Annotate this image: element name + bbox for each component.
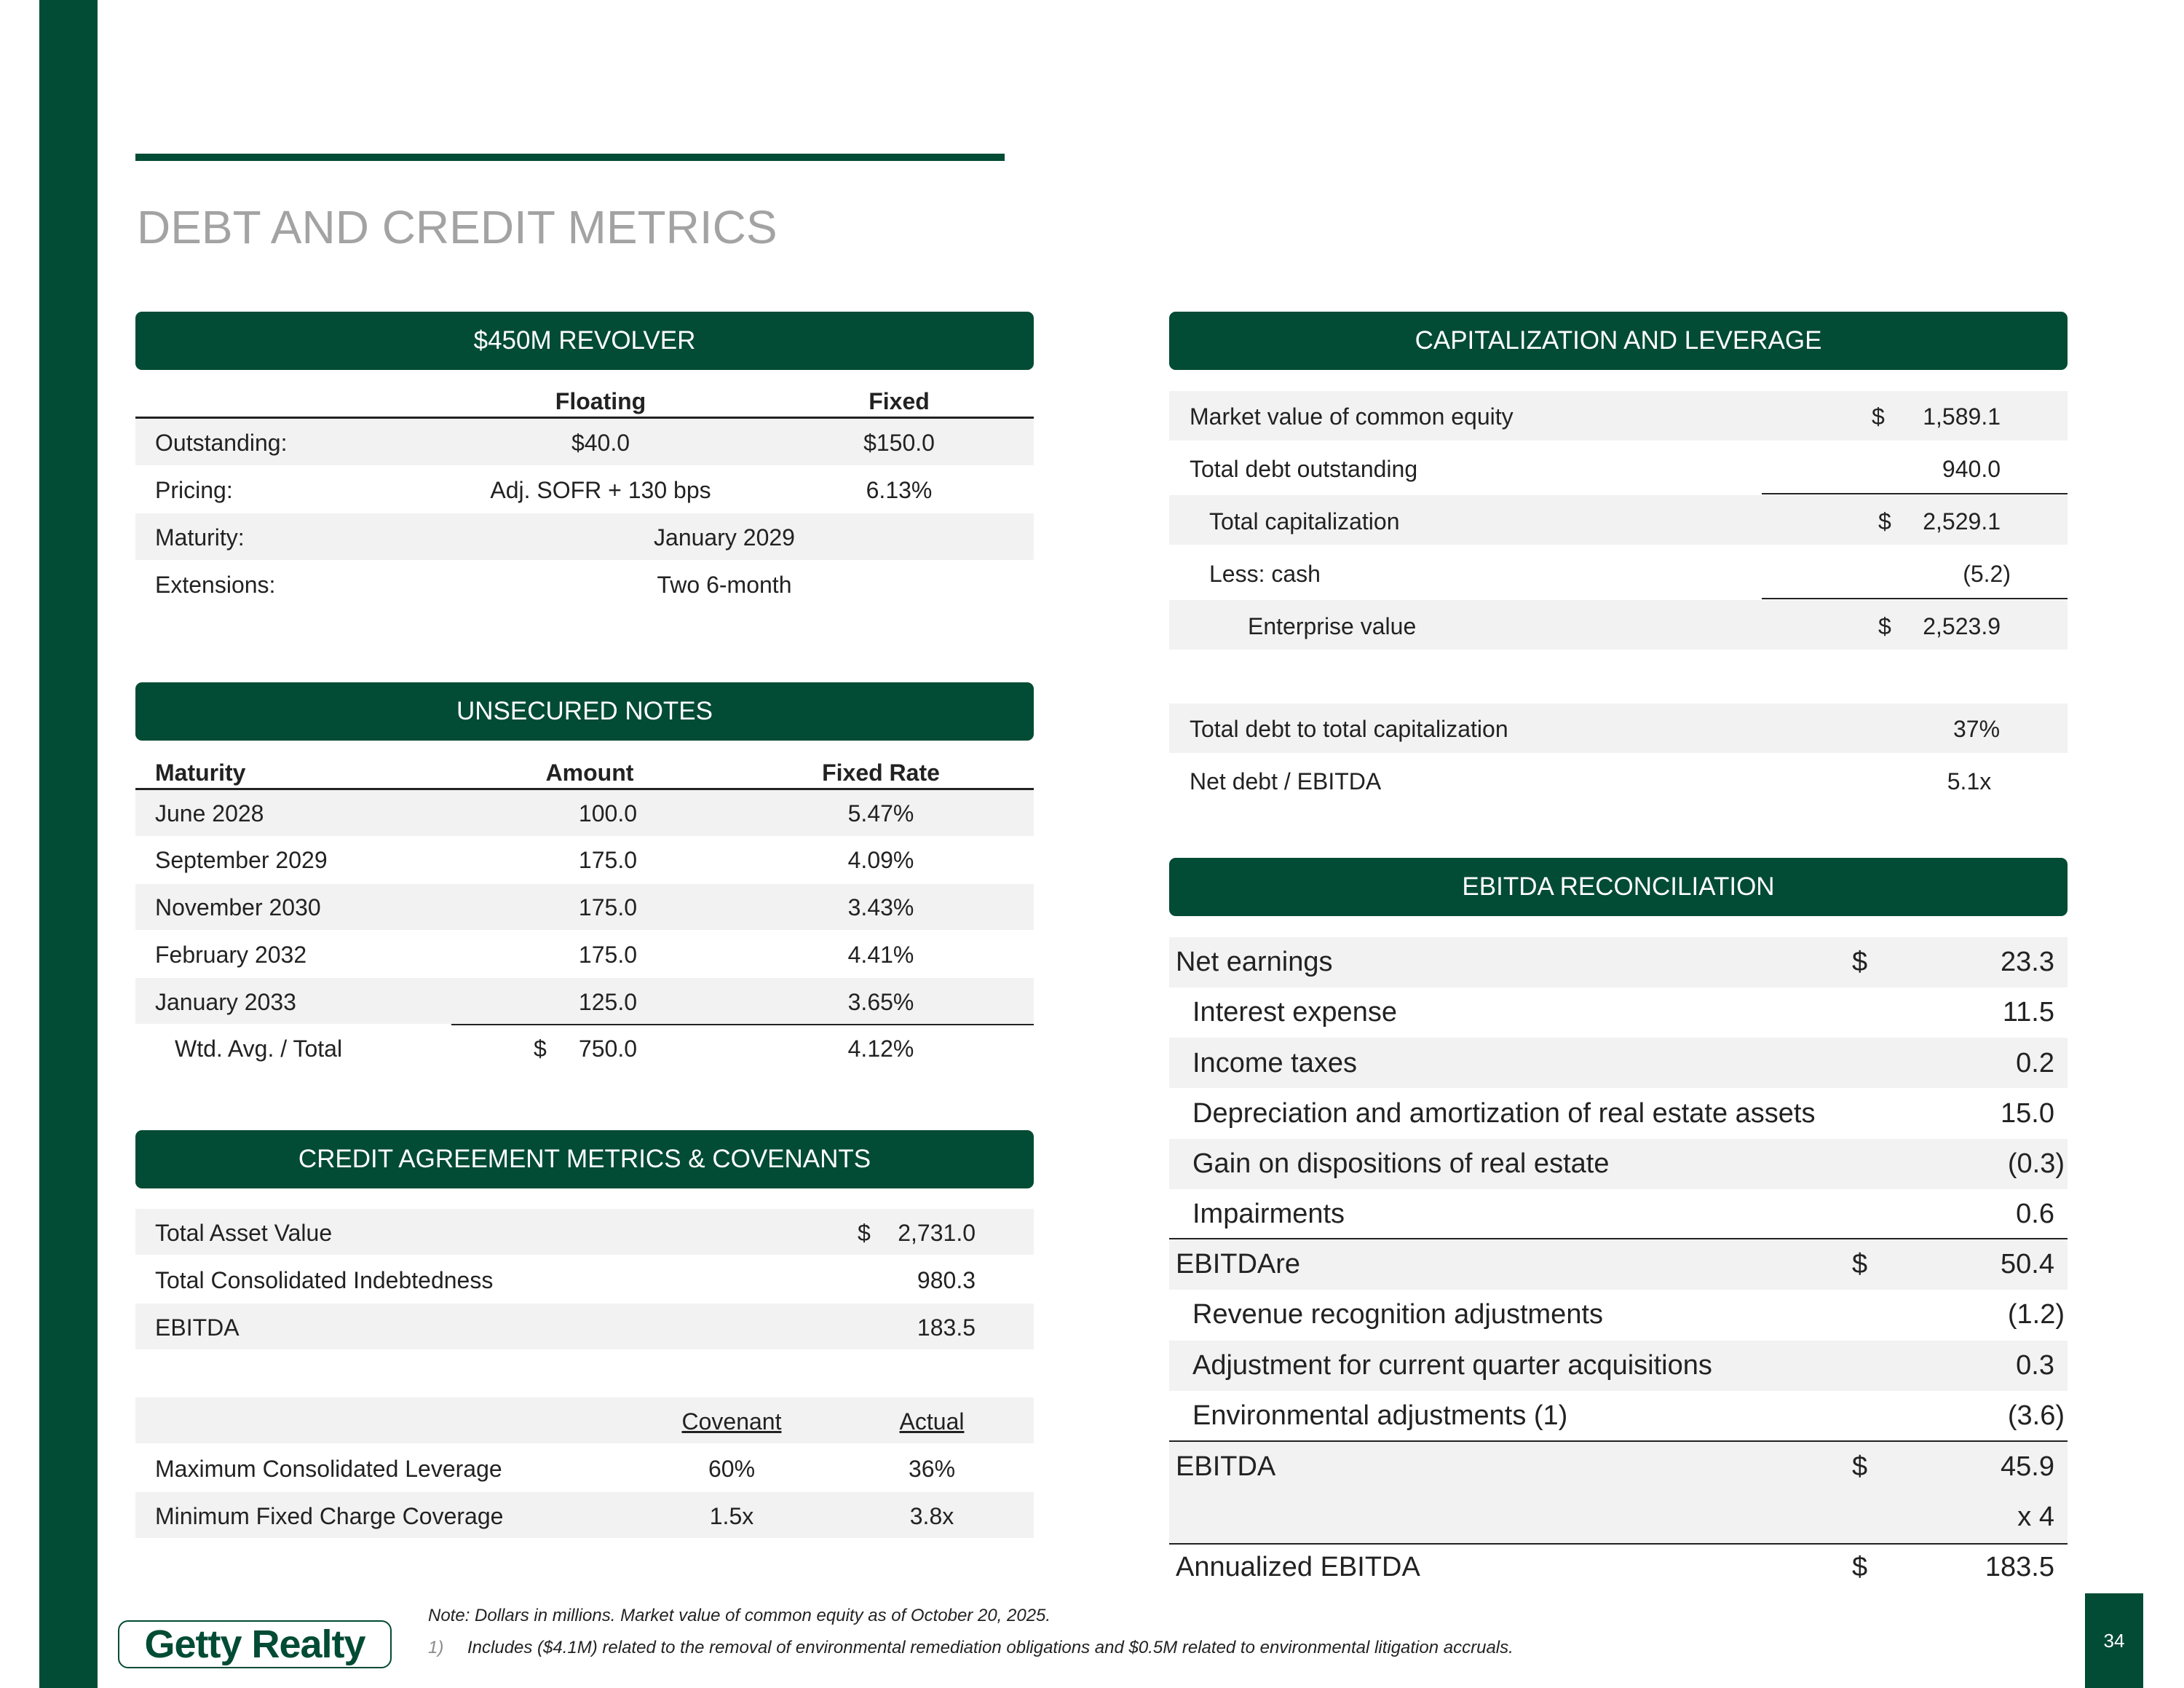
title-rule	[135, 154, 1005, 161]
revolver-pricing-fixed: 6.13%	[866, 477, 933, 503]
covenant-row-label: Maximum Consolidated Leverage	[155, 1456, 502, 1482]
notes-row-amount: 100.0	[578, 800, 637, 827]
covenants-header: CREDIT AGREEMENT METRICS & COVENANTS	[135, 1130, 1034, 1188]
notes-total-currency: $	[534, 1036, 547, 1062]
revolver-outstanding-fixed: $150.0	[863, 430, 935, 456]
ebitda-row-value: 50.4	[2001, 1249, 2054, 1279]
revolver-band-2	[135, 513, 1034, 560]
revolver-maturity-value: January 2029	[654, 524, 795, 551]
revolver-extensions-value: Two 6-month	[657, 572, 792, 598]
ebitda-row-label: Income taxes	[1192, 1048, 1357, 1078]
covenant-metric-label: EBITDA	[155, 1314, 240, 1341]
ebitda-row-label: Depreciation and amortization of real estate assets	[1192, 1098, 1816, 1129]
revolver-pricing-label: Pricing:	[155, 477, 233, 503]
ebitda-row-currency: $	[1852, 947, 1868, 977]
ebitda-row-value: 23.3	[2001, 947, 2054, 977]
covenant-metric-value: 2,731.0	[898, 1220, 976, 1246]
revolver-pricing-floating: Adj. SOFR + 130 bps	[490, 477, 711, 503]
ebitda-row-value: 45.9	[2001, 1451, 2054, 1482]
ebitda-row-value: 0.2	[2016, 1048, 2054, 1078]
notes-row-amount: 125.0	[578, 989, 637, 1015]
notes-row-maturity: November 2030	[155, 894, 321, 920]
notes-row-amount: 175.0	[578, 847, 637, 873]
ebitda-header: EBITDA RECONCILIATION	[1169, 858, 2068, 916]
ebitda-row-value: 15.0	[2001, 1098, 2054, 1129]
notes-col-amount: Amount	[545, 760, 634, 786]
left-accent-bar	[39, 0, 98, 1688]
ebitda-row-label: Interest expense	[1192, 997, 1397, 1028]
ebitda-row-currency: $	[1852, 1249, 1868, 1279]
notes-row-maturity: September 2029	[155, 847, 328, 873]
cap-row-value: 940.0	[1942, 456, 2001, 482]
revolver-maturity-label: Maturity:	[155, 524, 245, 551]
ebitda-band-11	[1169, 1442, 2068, 1543]
covenant-row-label: Minimum Fixed Charge Coverage	[155, 1503, 504, 1529]
cap-ratio-label: Total debt to total capitalization	[1190, 716, 1508, 742]
ebitda-row-value: 0.6	[2016, 1199, 2054, 1229]
ebitda-row-label: Net earnings	[1176, 947, 1333, 977]
covenant-row-actual: 3.8x	[909, 1503, 954, 1529]
notes-row-amount: 175.0	[578, 894, 637, 920]
ebitda-row-label: Environmental adjustments (1)	[1192, 1400, 1568, 1431]
notes-col-maturity: Maturity	[155, 760, 246, 786]
footer-note: Note: Dollars in millions. Market value of common equity as of October 20, 2025.	[428, 1606, 1051, 1625]
revolver-outstanding-label: Outstanding:	[155, 430, 288, 456]
notes-col-rate: Fixed Rate	[822, 760, 940, 786]
cap-row-currency: $	[1872, 403, 1885, 430]
cap-row-label: Total capitalization	[1209, 508, 1400, 535]
ebitda-row-value: 0.3	[2016, 1350, 2054, 1381]
cap-row-label: Enterprise value	[1248, 613, 1417, 639]
notes-header: UNSECURED NOTES	[135, 682, 1034, 741]
annualized-rule	[1169, 1543, 2068, 1545]
revolver-header: $450M REVOLVER	[135, 312, 1034, 370]
covenant-col-covenant: Covenant	[681, 1408, 782, 1435]
ebitda-row-label: Adjustment for current quarter acquisitions	[1192, 1350, 1712, 1381]
covenant-metric-label: Total Consolidated Indebtedness	[155, 1267, 494, 1293]
cap-subtotal-rule	[1762, 493, 2068, 494]
ebitda-row-currency: $	[1852, 1451, 1868, 1482]
cap-row-label: Total debt outstanding	[1190, 456, 1418, 482]
notes-row-rate: 3.65%	[847, 989, 914, 1015]
revolver-outstanding-floating: $40.0	[571, 430, 630, 456]
ebitda-row-currency: $	[1852, 1552, 1868, 1582]
ebitda-row-label: Annualized EBITDA	[1176, 1552, 1420, 1582]
notes-total-label: Wtd. Avg. / Total	[175, 1036, 343, 1062]
revolver-extensions-label: Extensions:	[155, 572, 276, 598]
notes-row-rate: 4.09%	[847, 847, 914, 873]
footnote-marker: 1)	[428, 1638, 444, 1657]
cap-ev-rule	[1762, 598, 2068, 599]
covenant-col-actual: Actual	[899, 1408, 965, 1435]
ebitda-row-value: 183.5	[1985, 1552, 2054, 1582]
notes-row-rate: 3.43%	[847, 894, 914, 920]
ebitda-row-value: (0.3)	[2007, 1148, 2065, 1179]
cap-ratio-value: 5.1x	[1947, 768, 1992, 794]
cap-row-label: Market value of common equity	[1190, 403, 1514, 430]
covenant-metric-currency: $	[858, 1220, 871, 1246]
notes-total-rate: 4.12%	[847, 1036, 914, 1062]
covenant-metric-value: 980.3	[917, 1267, 976, 1293]
notes-row-rate: 5.47%	[847, 800, 914, 827]
ebitda-row-value: 11.5	[2002, 997, 2054, 1028]
revolver-col-fixed: Fixed	[869, 388, 930, 414]
covenant-row-covenant: 60%	[708, 1456, 756, 1482]
ebitda-row-label: Revenue recognition adjustments	[1192, 1299, 1604, 1330]
ebitda-row-label: EBITDA	[1176, 1451, 1276, 1482]
company-logo: Getty Realty	[118, 1620, 392, 1668]
covenant-metric-value: 183.5	[917, 1314, 976, 1341]
revolver-col-floating: Floating	[555, 388, 646, 414]
covenant-metric-label: Total Asset Value	[155, 1220, 333, 1246]
cap-row-value: 1,589.1	[1923, 403, 2001, 430]
notes-row-maturity: January 2033	[155, 989, 296, 1015]
covenant-row-covenant: 1.5x	[709, 1503, 754, 1529]
notes-row-maturity: February 2032	[155, 942, 307, 968]
notes-row-maturity: June 2028	[155, 800, 264, 827]
cap-row-value: 2,523.9	[1923, 613, 2001, 639]
capitalization-header: CAPITALIZATION AND LEVERAGE	[1169, 312, 2068, 370]
cap-ratio-label: Net debt / EBITDA	[1190, 768, 1382, 794]
ebitda-row-value: (1.2)	[2007, 1299, 2065, 1330]
page-title: DEBT AND CREDIT METRICS	[137, 201, 778, 253]
ebitda-multiplier: x 4	[2017, 1502, 2054, 1532]
cap-row-currency: $	[1878, 508, 1891, 535]
cap-row-value: (5.2)	[1963, 561, 2011, 587]
notes-total-amount: 750.0	[578, 1036, 637, 1062]
footnote-text: Includes ($4.1M) related to the removal of environmental remediation obligations and $0.5M related to environmental litigation accruals.	[467, 1638, 1514, 1657]
ebitda-band-7	[1169, 1239, 2068, 1290]
notes-row-rate: 4.41%	[847, 942, 914, 968]
ebitda-row-label: Impairments	[1192, 1199, 1345, 1229]
cap-row-currency: $	[1878, 613, 1891, 639]
cap-row-label: Less: cash	[1209, 561, 1321, 587]
covenant-row-actual: 36%	[908, 1456, 956, 1482]
cap-row-value: 2,529.1	[1923, 508, 2001, 535]
ebitda-row-label: EBITDAre	[1176, 1249, 1301, 1279]
notes-row-amount: 175.0	[578, 942, 637, 968]
ebitda-row-value: (3.6)	[2007, 1400, 2065, 1431]
ebitda-row-label: Gain on dispositions of real estate	[1192, 1148, 1610, 1179]
page-number: 34	[2085, 1593, 2143, 1688]
cap-ratio-value: 37%	[1952, 716, 2001, 742]
notes-total-rule	[451, 1024, 1034, 1025]
